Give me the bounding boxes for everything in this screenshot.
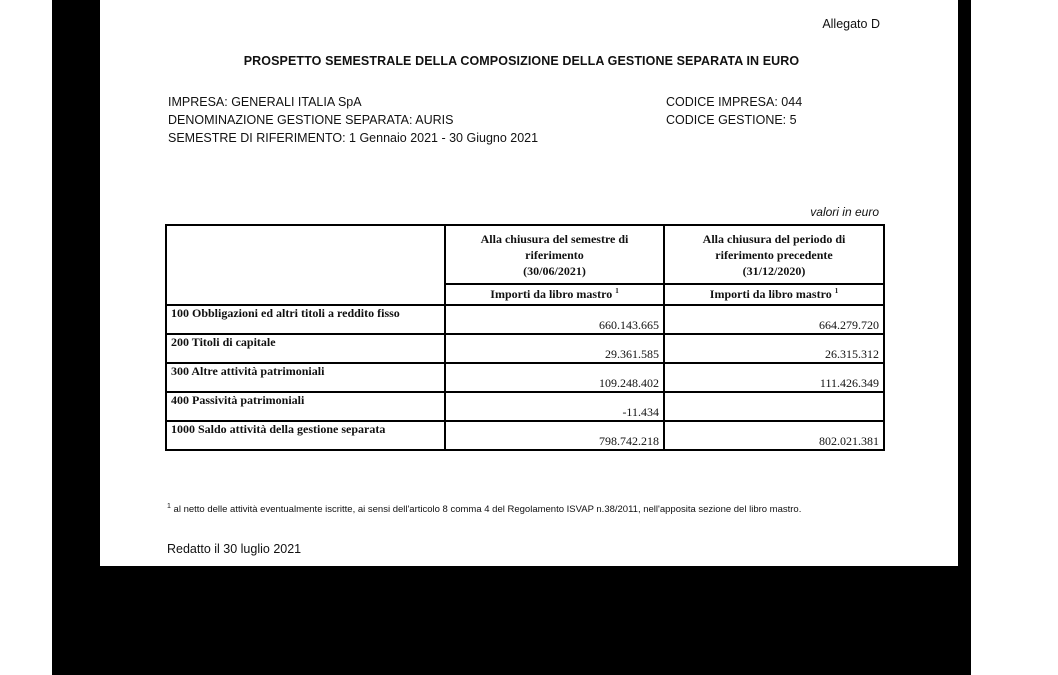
table-header-row xyxy=(166,225,884,284)
impresa-line: IMPRESA: GENERALI ITALIA SpA xyxy=(168,95,362,109)
semestre-line: SEMESTRE DI RIFERIMENTO: 1 Gennaio 2021 - 30 Giugno 2021 xyxy=(168,131,539,145)
composition-table xyxy=(165,224,885,451)
row-previous-value: 802.021.381 xyxy=(664,421,884,450)
header-previous-line1: Alla chiusura del periodo di xyxy=(702,231,846,246)
row-label: 400 Passività patrimoniali xyxy=(166,392,445,421)
subheader-previous-text: Importi da libro mastro xyxy=(709,287,832,301)
table-row xyxy=(166,392,884,421)
row-current-value: 798.742.218 xyxy=(445,421,664,450)
row-current-value: 109.248.402 xyxy=(445,363,664,392)
allegato-label: Allegato D xyxy=(822,17,880,31)
document-title: PROSPETTO SEMESTRALE DELLA COMPOSIZIONE DELLA GESTIONE SEPARATA IN EURO xyxy=(243,54,800,68)
table-row xyxy=(166,421,884,450)
row-previous-value: 664.279.720 xyxy=(664,305,884,334)
footnote-text: al netto delle attività eventualmente iscritte, ai sensi dell'articolo 8 comma 4 del Regolamento ISVAP n.38/2011, nell'apposita sezione del libro mastro. xyxy=(173,504,802,516)
header-previous-period xyxy=(664,225,884,284)
denominazione-line: DENOMINAZIONE GESTIONE SEPARATA: AURIS xyxy=(168,113,454,127)
subheader-current xyxy=(445,284,664,305)
header-empty-cell xyxy=(166,225,445,305)
subheader-current-text: Importi da libro mastro xyxy=(490,287,613,301)
codice-impresa-line: CODICE IMPRESA: 044 xyxy=(666,95,803,109)
footnote-ref: 1 xyxy=(615,287,619,295)
row-previous-value: 111.426.349 xyxy=(664,363,884,392)
row-label: 300 Altre attività patrimoniali xyxy=(166,363,445,392)
table-row xyxy=(166,334,884,363)
footnote xyxy=(167,503,801,515)
header-previous-line2: riferimento precedente xyxy=(715,247,833,262)
document-page xyxy=(100,0,958,566)
header-current-line3: (30/06/2021) xyxy=(523,263,586,278)
header-current-line2: riferimento xyxy=(525,247,584,262)
row-label: 200 Titoli di capitale xyxy=(166,334,445,363)
row-current-value: 29.361.585 xyxy=(445,334,664,363)
row-current-value: 660.143.665 xyxy=(445,305,664,334)
row-label: 1000 Saldo attività della gestione separata xyxy=(166,421,445,450)
row-previous-value xyxy=(664,392,884,421)
unit-note: valori in euro xyxy=(810,205,879,219)
row-label: 100 Obbligazioni ed altri titoli a reddito fisso xyxy=(166,305,445,334)
row-current-value: -11.434 xyxy=(445,392,664,421)
codice-gestione-line: CODICE GESTIONE: 5 xyxy=(666,113,797,127)
footnote-ref: 1 xyxy=(834,287,839,295)
header-previous-line3: (31/12/2020) xyxy=(742,263,806,278)
header-current-line1: Alla chiusura del semestre di xyxy=(480,231,629,246)
footnote-mark: 1 xyxy=(167,503,171,510)
bottom-black-area xyxy=(52,566,971,675)
header-current-period xyxy=(445,225,664,284)
table-row xyxy=(166,363,884,392)
row-previous-value: 26.315.312 xyxy=(664,334,884,363)
redatto-line: Redatto il 30 luglio 2021 xyxy=(167,542,302,556)
table-row xyxy=(166,305,884,334)
subheader-previous xyxy=(664,284,884,305)
